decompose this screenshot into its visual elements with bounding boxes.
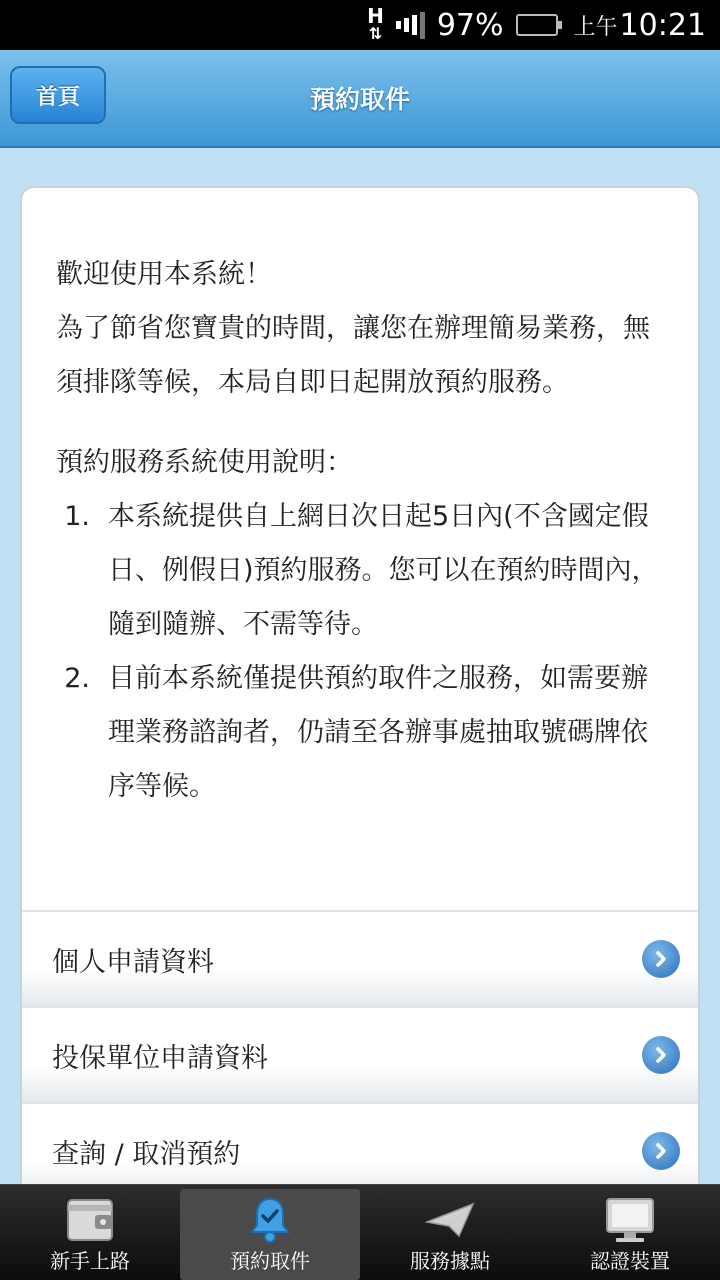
app-header <box>0 50 720 148</box>
intro-paragraph: 為了節省您寶貴的時間，讓您在辦理簡易業務，無須排隊等候，本局自即日起開放預約服務。 <box>56 313 650 398</box>
menu-item-employer-application[interactable] <box>22 1006 698 1102</box>
menu-item-label: 個人申請資料 <box>52 946 214 978</box>
paper-plane-icon <box>425 1192 475 1248</box>
instruction-text: 本系統提供自上網日次日起5日內(不含國定假日、例假日)預約服務。您可以在預約時間內，隨到隨辦、不需等待。 <box>108 501 659 640</box>
menu-item-personal-application[interactable] <box>22 910 698 1006</box>
nav-label: 新手上路 <box>50 1249 130 1273</box>
chevron-right-icon <box>642 1036 680 1074</box>
clock-time: 10:21 <box>619 7 706 43</box>
instruction-number: 1. <box>64 501 90 532</box>
home-button[interactable]: 首頁 <box>10 66 106 124</box>
clock-prefix: 上午 <box>573 14 618 40</box>
nav-item-service-locations[interactable] <box>360 1185 540 1280</box>
battery-icon <box>516 14 558 36</box>
nav-label: 預約取件 <box>230 1249 310 1273</box>
instructions-list <box>56 490 664 814</box>
nav-item-getting-started[interactable] <box>0 1185 180 1280</box>
menu-list <box>22 910 698 1198</box>
network-icon: H ⇅ <box>367 4 384 43</box>
nav-item-certified-devices[interactable] <box>540 1185 720 1280</box>
nav-label: 服務據點 <box>410 1249 490 1273</box>
wallet-icon <box>65 1192 115 1248</box>
clock <box>574 8 706 43</box>
chevron-right-icon <box>642 940 680 978</box>
chevron-right-icon <box>642 1132 680 1170</box>
instruction-number: 2. <box>64 663 90 694</box>
instruction-item <box>56 490 664 652</box>
nav-item-reservation[interactable] <box>180 1189 360 1280</box>
network-type: H <box>367 4 384 28</box>
instructions-title: 預約服務系統使用說明： <box>56 447 353 478</box>
instruction-text: 目前本系統僅提供預約取件之服務，如需要辦理業務諮詢者，仍請至各辦事處抽取號碼牌依序等候。 <box>108 663 648 802</box>
battery-percent: 97% <box>436 7 504 43</box>
bell-check-icon <box>247 1192 293 1248</box>
nav-label: 認證裝置 <box>590 1249 670 1273</box>
intro-text <box>22 188 698 814</box>
welcome-text: 歡迎使用本系統！ <box>56 259 272 290</box>
page-title: 預約取件 <box>309 85 410 114</box>
instruction-item <box>56 652 664 814</box>
signal-icon <box>396 11 425 39</box>
menu-item-label: 投保單位申請資料 <box>52 1042 268 1074</box>
content-card <box>20 186 700 1246</box>
menu-item-label: 查詢 / 取消預約 <box>52 1138 241 1170</box>
status-bar <box>0 0 720 50</box>
bottom-nav <box>0 1184 720 1280</box>
monitor-icon <box>604 1192 656 1248</box>
